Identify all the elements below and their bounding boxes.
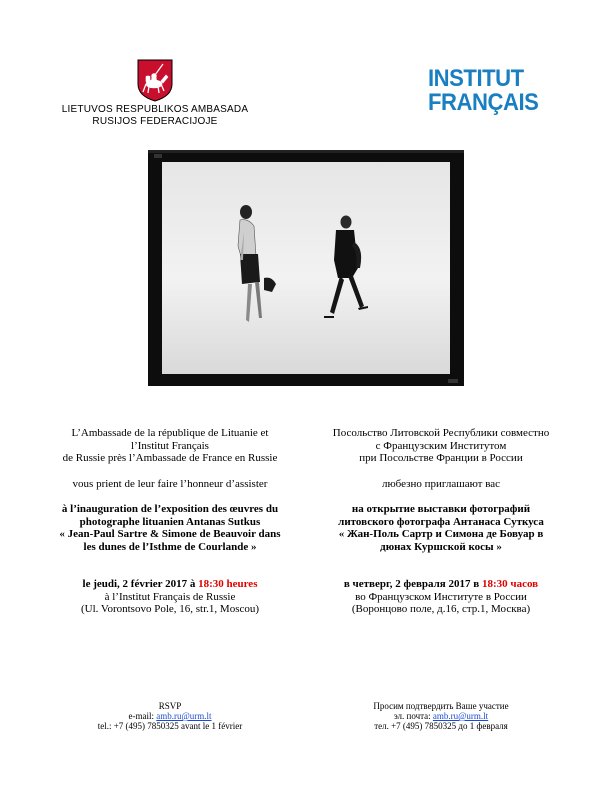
title-line: « Жан-Поль Сартр и Симона де Бовуар в [338, 528, 544, 540]
invitation-french [36, 427, 304, 616]
event-date [306, 578, 576, 591]
venue-line: во Французском Институте в России [355, 590, 527, 603]
embassy-name-line-1: LIETUVOS RESPUBLIKOS AMBASADA [61, 104, 249, 115]
title-line: литовского фотографа Антанаса Суткуса [338, 515, 544, 528]
invite-line: vous prient de leur faire l’honneur d’assister [72, 477, 268, 490]
intro-line: при Посольстве Франции в России [359, 452, 523, 464]
event-time: 18:30 часов [481, 578, 539, 590]
title-line: дюнах Куршской косы » [380, 540, 502, 553]
date-text: le jeudi, 2 février 2017 à [82, 578, 199, 590]
email-line [36, 711, 304, 721]
intro-line: l’Institut Français [131, 439, 209, 452]
title-line: les dunes de l’Isthme de Courlande » [83, 540, 257, 553]
phone-line: тел. +7 (495) 7850325 до 1 февраля [374, 721, 508, 731]
exhibition-photograph [148, 150, 464, 386]
rsvp-label: RSVP [158, 701, 182, 711]
title-line: photographe lituanien Antanas Sutkus [79, 515, 261, 528]
address-line: (Воронцово поле, д.16, стр.1, Москва) [351, 603, 531, 615]
institut-francais-logo-line-1: INSTITUT [428, 65, 524, 92]
event-time: 18:30 heures [198, 578, 258, 590]
phone-line: tel.: +7 (495) 7850325 avant le 1 février [97, 721, 243, 731]
title-line: « Jean-Paul Sartre & Simone de Beauvoir dans [59, 528, 281, 540]
date-text: в четверг, 2 февраля 2017 в [343, 578, 482, 590]
venue-line: à l’Institut Français de Russie [104, 590, 236, 603]
embassy-name-line-2: RUSIJOS FEDERACIJOJE [92, 116, 218, 127]
intro-line: de Russie près l’Ambassade de France en Russie [62, 452, 278, 464]
title-line: à l’inauguration de l’exposition des œuvres du [61, 503, 279, 515]
email-link[interactable]: amb.ru@urm.lt [156, 711, 212, 721]
email-label: эл. почта: [393, 711, 433, 721]
rsvp-label: Просим подтвердить Ваше участие [373, 701, 509, 711]
invitation-russian [306, 427, 576, 616]
intro-line: L’Ambassade de la république de Lituanie et [71, 427, 269, 439]
invite-line: любезно приглашают вас [381, 477, 501, 490]
title-line: на открытие выставки фотографий [351, 503, 531, 515]
email-link[interactable]: amb.ru@urm.lt [432, 711, 489, 721]
institut-francais-logo-line-2: FRANÇAIS [428, 89, 539, 116]
intro-line: Посольство Литовской Республики совместно [332, 427, 550, 439]
address-line: (Ul. Vorontsovo Pole, 16, str.1, Moscou) [80, 603, 260, 615]
lithuania-coat-of-arms-icon [136, 58, 174, 102]
intro-line: с Французским Институтом [375, 439, 507, 452]
rsvp-russian [306, 701, 576, 731]
rsvp-french [36, 701, 304, 731]
email-line [306, 711, 576, 721]
email-label: e-mail: [128, 711, 157, 721]
event-date [36, 578, 304, 591]
